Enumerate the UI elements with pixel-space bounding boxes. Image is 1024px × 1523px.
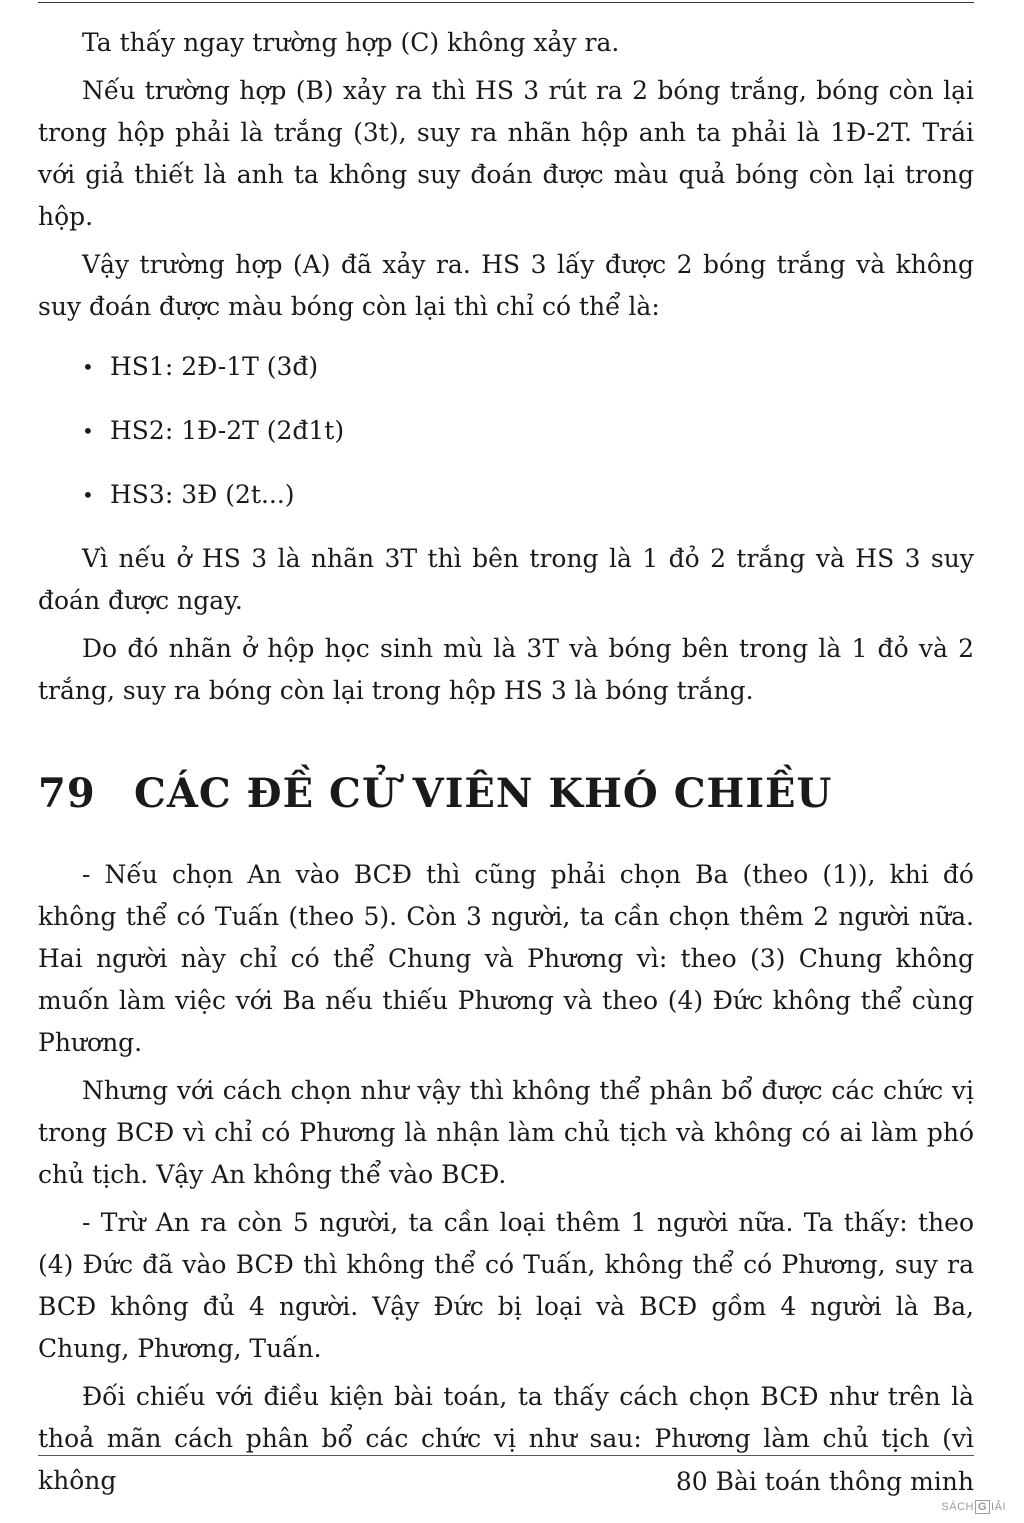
paragraph: Đối chiếu với điều kiện bài toán, ta thấy cách chọn BCĐ như trên là thoả mãn cách phân bổ các chức vị như sau: Phương làm chủ tịch (vì không <box>38 1382 974 1495</box>
paragraph: Nếu trường hợp (B) xảy ra thì HS 3 rút ra 2 bóng trắng, bóng còn lại trong hộp phải là trắng (3t), suy ra nhãn hộp anh ta phải là 1Đ-2T. Trái với giả thiết là anh ta không suy đoán được màu quả bóng còn lại trong hộp. <box>38 76 974 231</box>
paragraph: - Nếu chọn An vào BCĐ thì cũng phải chọn Ba (theo (1)), khi đó không thể có Tuấn (theo 5). Còn 3 người, ta cần chọn thêm 2 người nữa. Hai người này chỉ có thể Chung và Phương vì: theo (3) Chung không muốn làm việc với Ba nếu thiếu Phương và theo (4) Đức không thể cùng Phương. <box>38 860 974 1057</box>
paragraph: Vậy trường hợp (A) đã xảy ra. HS 3 lấy được 2 bóng trắng và không suy đoán được màu bóng còn lại thì chỉ có thể là: <box>38 250 974 321</box>
paragraph: Do đó nhãn ở hộp học sinh mù là 3T và bóng bên trong là 1 đỏ và 2 trắng, suy ra bóng còn lại trong hộp HS 3 là bóng trắng. <box>38 634 974 705</box>
top-rule <box>38 2 974 3</box>
paragraph: Nhưng với cách chọn như vậy thì không thể phân bổ được các chức vị trong BCĐ vì chỉ có Phương là nhận làm chủ tịch và không có ai làm phó chủ tịch. Vậy An không thể vào BCĐ. <box>38 1076 974 1189</box>
bullet-icon: • <box>82 355 94 379</box>
watermark-logo <box>941 1500 1006 1514</box>
section-title: CÁC ĐỀ CỬ VIÊN KHÓ CHIỀU <box>134 770 833 817</box>
list-item <box>38 474 974 516</box>
paragraph: - Trừ An ra còn 5 người, ta cần loại thêm 1 người nữa. Ta thấy: theo (4) Đức đã vào BCĐ thì không thể có Tuấn, không thể có Phương, suy ra BCĐ không đủ 4 người. Vậy Đức bị loại và BCĐ gồm 4 người là Ba, Chung, Phương, Tuấn. <box>38 1208 974 1363</box>
bullet-list <box>38 346 974 516</box>
footer-rule <box>38 1455 974 1456</box>
list-item <box>38 410 974 452</box>
document-page <box>38 0 1006 1523</box>
watermark-boxed-letter: G <box>975 1500 990 1514</box>
section-number: 79 <box>38 770 96 817</box>
watermark-prefix: SÁCH <box>941 1501 974 1513</box>
list-item-text: HS1: 2Đ-1T (3đ) <box>110 352 319 381</box>
section-heading <box>38 764 974 824</box>
bullet-icon: • <box>82 483 94 507</box>
bullet-icon: • <box>82 419 94 443</box>
watermark-suffix: IẢI <box>991 1501 1006 1513</box>
list-item-text: HS3: 3Đ (2t...) <box>110 480 295 509</box>
paragraph: Ta thấy ngay trường hợp (C) không xảy ra. <box>82 28 620 57</box>
running-footer: 80 Bài toán thông minh <box>675 1467 974 1496</box>
page-content <box>38 22 974 1508</box>
list-item-text: HS2: 1Đ-2T (2đ1t) <box>110 416 345 445</box>
paragraph: Vì nếu ở HS 3 là nhãn 3T thì bên trong là 1 đỏ 2 trắng và HS 3 suy đoán được ngay. <box>38 544 974 615</box>
list-item <box>38 346 974 388</box>
